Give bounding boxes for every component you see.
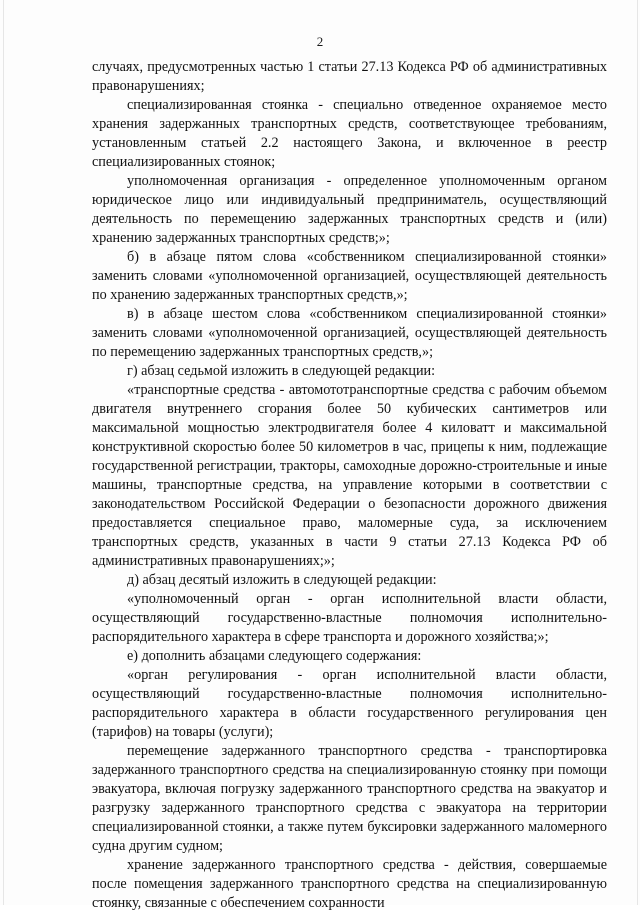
paragraph-amendment-d: д) абзац десятый изложить в следующей редакции:: [127, 572, 437, 588]
paragraph-amendment-v: в) в абзаце шестом слова «собственником специализированной стоянки» заменить словами «уполномоченной организацией, осуществляющей деятельность по перемещению задержанных транспортных средств,»;: [92, 306, 607, 360]
paragraph-amendment-g: г) абзац седьмой изложить в следующей редакции:: [127, 363, 436, 379]
paragraph-definition-authorized-body: «уполномоченный орган - орган исполнительной власти области, осуществляющий государственно-властные полномочия исполнительно-распорядительного характера в сфере транспорта и дорожного хозяйства;»;: [92, 591, 607, 645]
paragraph-definition-vehicles: «транспортные средства - автомототранспортные средства с рабочим объемом двигателя внутреннего сгорания более 50 кубических сантиметров или максимальной мощностью электродвигателя более 4 киловатт и максимальной конструктивной скоростью более 50 километров в час, прицепы к ним, подлежащие государственной регистрации, тракторы, самоходные дорожно-строительные и иные машины, транспортные средства, на управление которыми в соответствии с законодательством Российской Федерации о безопасности дорожного движения предоставляется специальное право, маломерные суда, за исключением транспортных средств, указанных в части 9 статьи 27.13 Кодекса РФ об административных правонарушениях;»;: [92, 382, 607, 569]
paragraph-amendment-e: е) дополнить абзацами следующего содержания:: [127, 648, 422, 664]
scan-edge-right: [637, 0, 638, 905]
paragraph-definition-relocation: перемещение задержанного транспортного средства - транспортировка задержанного транспортного средства на специализированную стоянку при помощи эвакуатора, включая погрузку задержанного транспортного средства на эвакуатор и разгрузку задержанного транспортного средства с эвакуатора на территории специализированной стоянки, а также путем буксировки задержанного маломерного судна другим судном;: [92, 743, 607, 854]
page-number: 2: [316, 34, 324, 49]
paragraph-definition-authorized-organization: уполномоченная организация - определенное уполномоченным органом юридическое лицо или индивидуальный предприниматель, осуществляющий деятельность по перемещению задержанных транспортных средств и (или) хранению задержанных транспортных средств;»;: [92, 173, 607, 246]
paragraph-definition-special-parking: специализированная стоянка - специально отведенное охраняемое место хранения задержанных транспортных средств, соответствующее требованиям, установленным статьей 2.2 настоящего Закона, и включенное в реестр специализированных стоянок;: [92, 97, 607, 170]
paragraph-continuation: случаях, предусмотренных частью 1 статьи 27.13 Кодекса РФ об административных правонарушениях;: [92, 59, 607, 94]
paragraph-amendment-b: б) в абзаце пятом слова «собственником специализированной стоянки» заменить словами «уполномоченной организацией, осуществляющей деятельность по хранению задержанных транспортных средств,»;: [92, 249, 607, 303]
scan-edge-left: [3, 0, 4, 905]
paragraph-definition-storage: хранение задержанного транспортного средства - действия, совершаемые после помещения задержанного транспортного средства на специализированную стоянку, связанные с обеспечением сохранности: [92, 857, 607, 911]
document-body: [92, 58, 607, 913]
paragraph-definition-regulatory-body: «орган регулирования - орган исполнительной власти области, осуществляющий государственно-властные полномочия исполнительно-распорядительного характера в области государственного регулирования цен (тарифов) на товары (услуги);: [92, 667, 607, 740]
